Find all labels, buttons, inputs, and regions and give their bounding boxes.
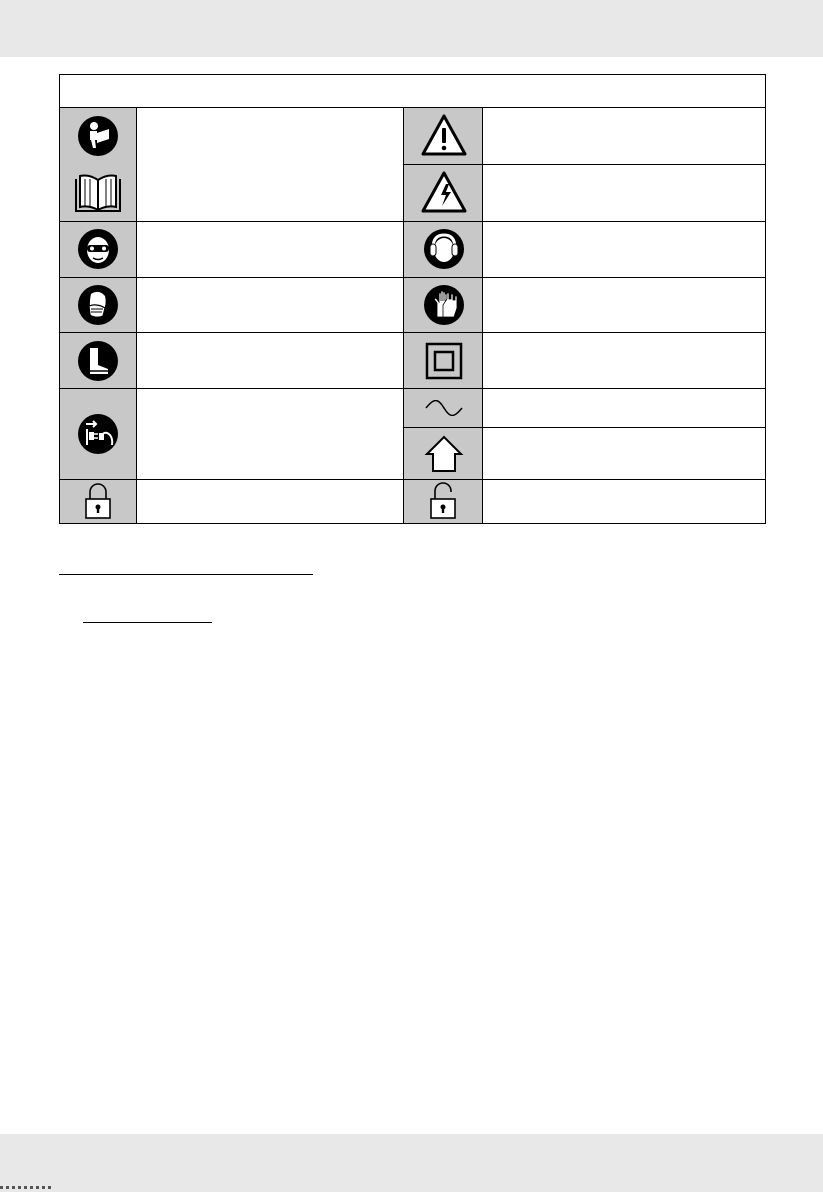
right-text-3 bbox=[483, 222, 765, 277]
left-text-4 bbox=[137, 278, 403, 332]
table-title bbox=[60, 75, 765, 107]
right-text-5 bbox=[483, 333, 765, 388]
unplug-mains-icon bbox=[77, 413, 119, 455]
left-text-6 bbox=[137, 389, 403, 479]
right-text-2 bbox=[483, 165, 765, 221]
padlock-unlocked-icon bbox=[429, 481, 457, 520]
ear-protection-icon bbox=[423, 228, 465, 270]
read-manual-icon bbox=[77, 115, 119, 157]
right-text-7 bbox=[483, 428, 765, 479]
page-header-band bbox=[0, 0, 823, 57]
manual-book-icon bbox=[74, 173, 122, 213]
section-subheading-underline bbox=[83, 622, 212, 623]
section-heading-underline bbox=[59, 574, 313, 575]
indoor-use-icon bbox=[423, 434, 465, 474]
protection-class-ii-icon bbox=[425, 342, 463, 380]
right-text-4 bbox=[483, 278, 765, 332]
symbols-table bbox=[59, 74, 766, 524]
safety-boots-icon bbox=[77, 340, 119, 382]
crop-mark bbox=[0, 1186, 52, 1189]
alternating-current-icon bbox=[424, 400, 464, 416]
right-text-1 bbox=[483, 108, 765, 164]
right-text-6 bbox=[483, 389, 765, 427]
left-text-3 bbox=[137, 222, 403, 277]
right-text-8 bbox=[483, 480, 765, 523]
electric-shock-warning-icon bbox=[420, 170, 468, 214]
padlock-locked-icon bbox=[84, 482, 112, 520]
dust-mask-icon bbox=[77, 284, 119, 326]
protective-gloves-icon bbox=[423, 284, 465, 326]
left-text-8 bbox=[137, 480, 403, 523]
eye-protection-icon bbox=[77, 228, 119, 270]
page-footer-band bbox=[0, 1134, 823, 1192]
left-text-1 bbox=[137, 108, 403, 221]
left-text-5 bbox=[137, 333, 403, 388]
general-warning-icon bbox=[420, 113, 468, 157]
